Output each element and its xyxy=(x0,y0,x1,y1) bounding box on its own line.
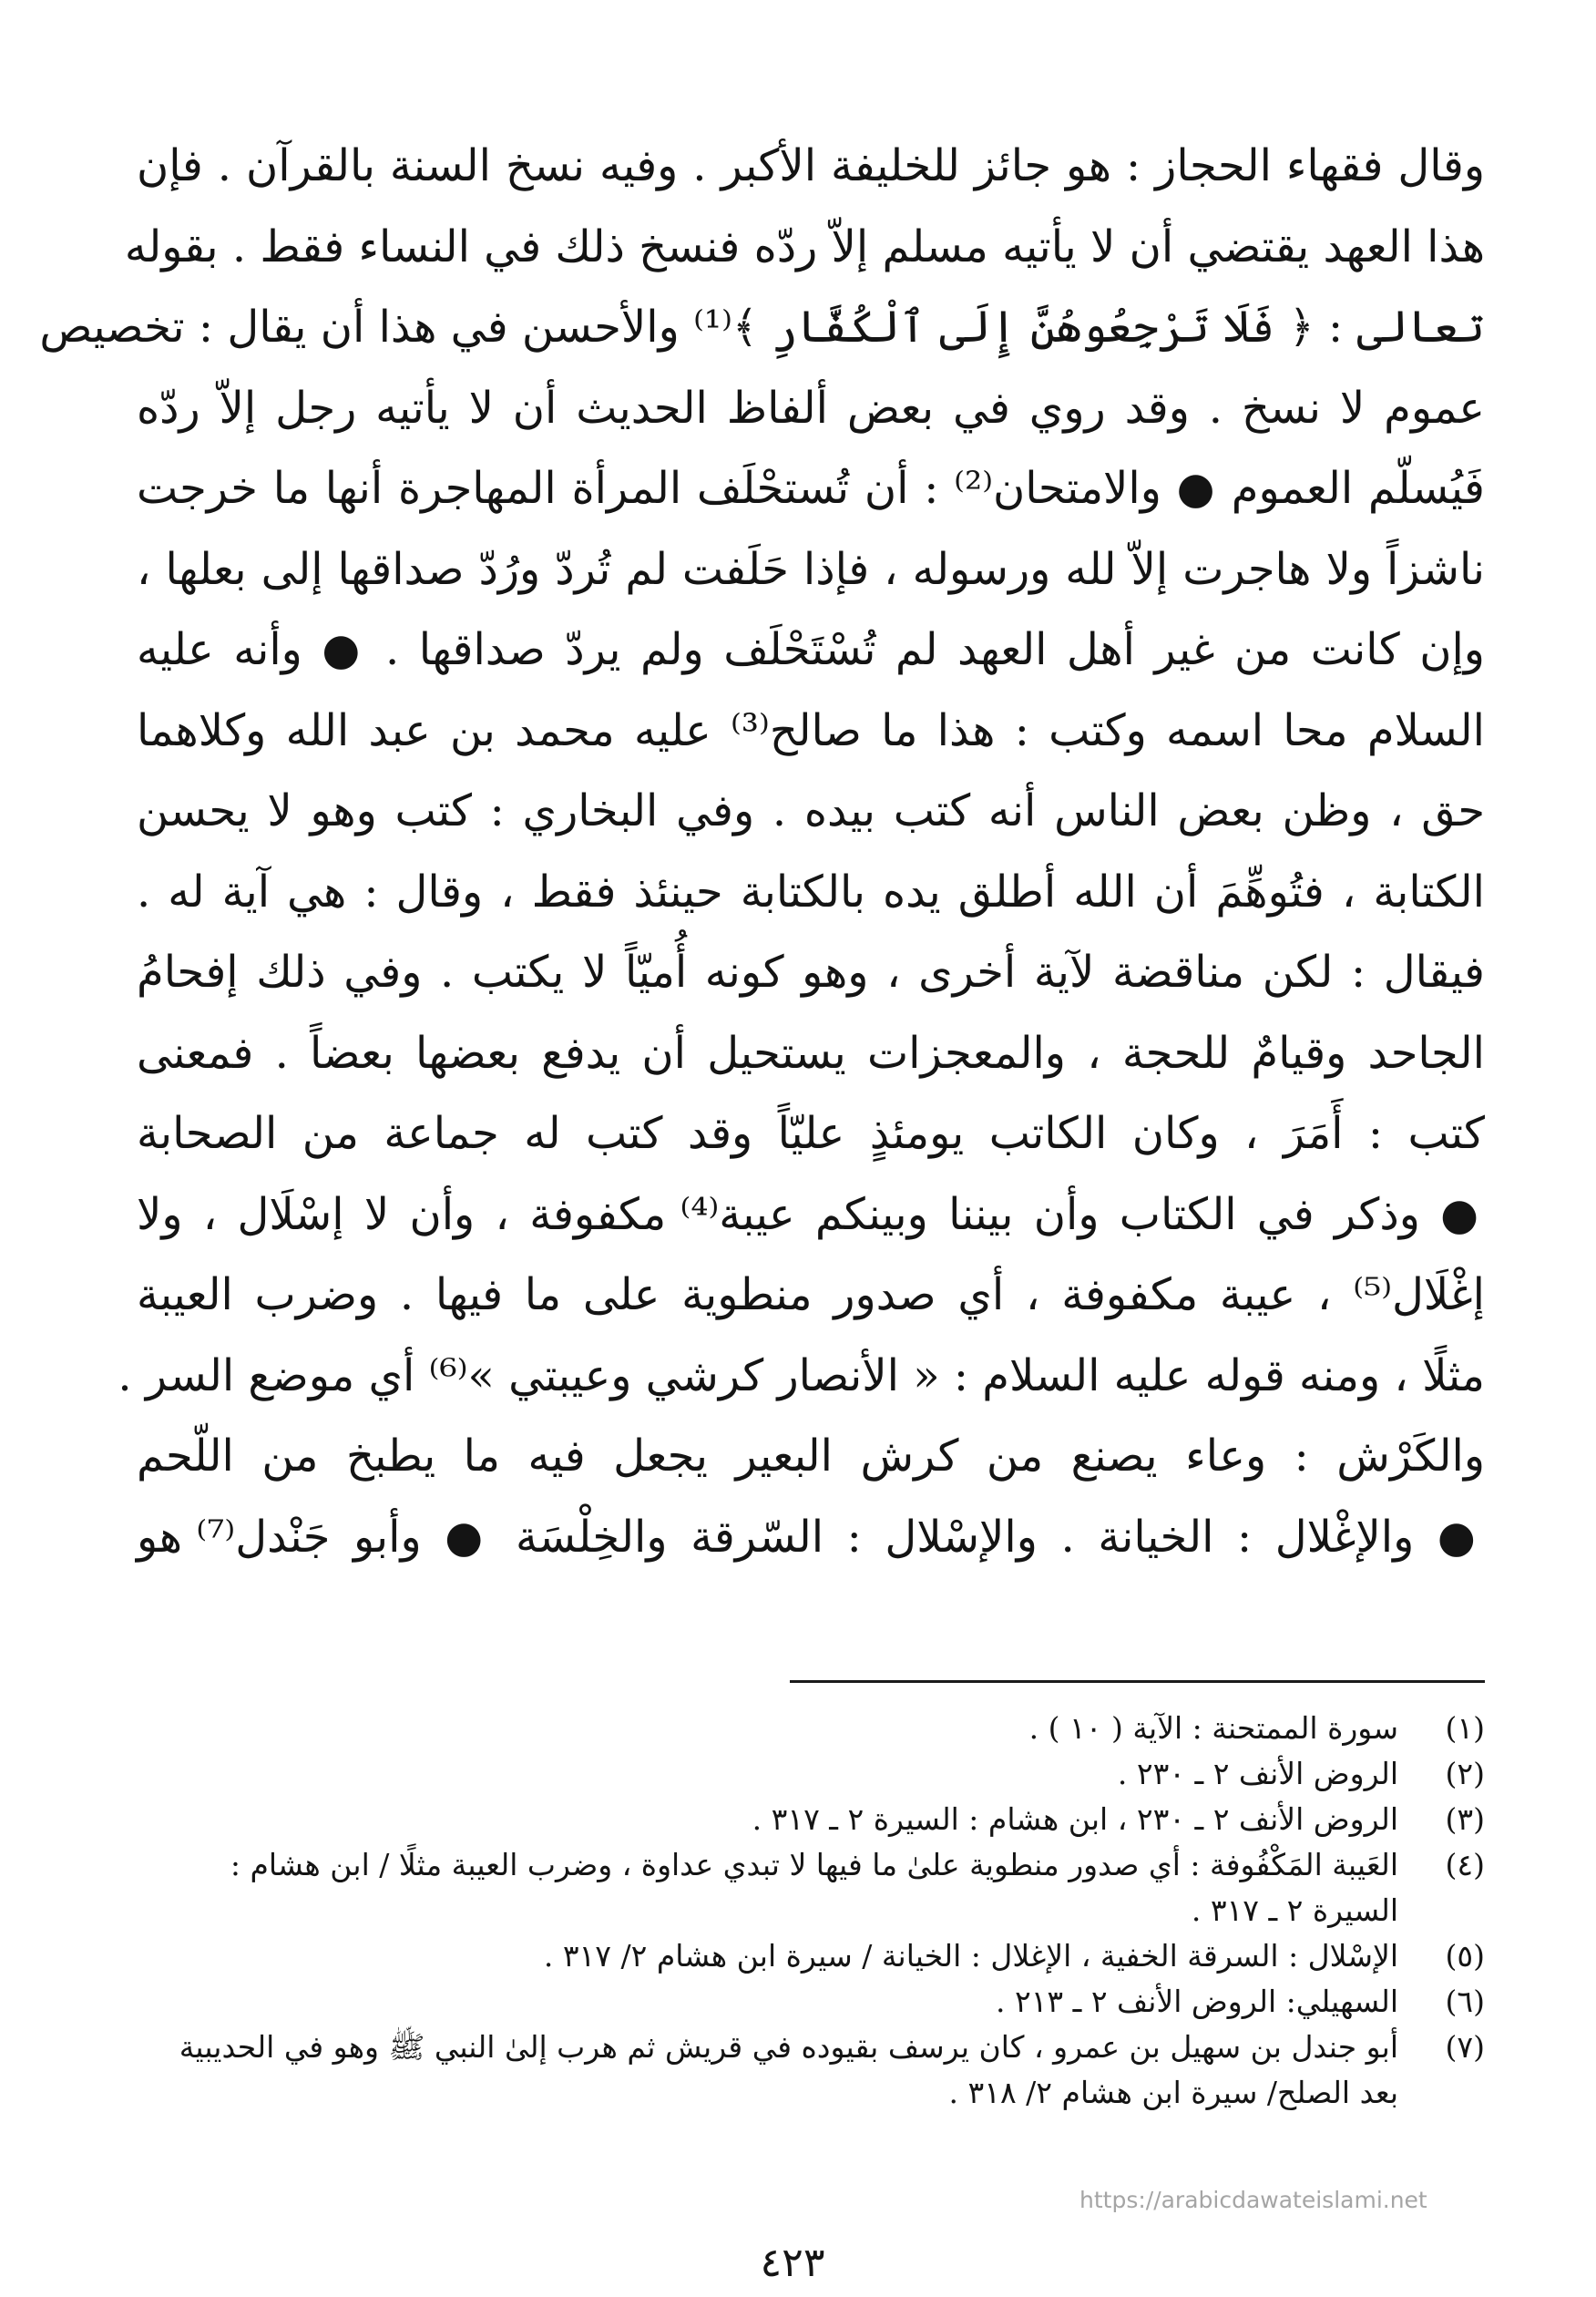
footnote-text: سورة الممتحنة : الآية ( ١٠ ) . xyxy=(1028,1710,1398,1746)
text-line: إغْلَال⁽⁵⁾ ، عيبة مكفوفة ، أي صدور منطوية على ما فيها . وضرب العيبة xyxy=(137,1269,1485,1320)
footnote xyxy=(137,2025,1485,2116)
text-line: الكتابة ، فتُوهِّمَ أن الله أطلق يده بالكتابة حينئذ فقط ، وقال : هي آية له . xyxy=(137,866,1485,918)
text-line: عموم لا نسخ . وقد روي في بعض ألفاظ الحديث أن لا يأتيه رجل إلاّ ردّه xyxy=(137,382,1486,434)
footnote xyxy=(137,1706,1485,1751)
footnote-text: الروض الأنف ٢ ـ ٢٣٠ ، ابن هشام : السيرة ٢ ـ ٣١٧ . xyxy=(752,1801,1398,1837)
text-line: تعالى : ﴿ فَلَا تَرْجِعُوهُنَّ إِلَى ٱلْكُفَّارِ ﴾⁽¹⁾ والأحسن في هذا أن يقال : تخصيص xyxy=(39,302,1485,353)
footnote xyxy=(137,1933,1485,1979)
footnote-number: (١) xyxy=(1445,1710,1485,1746)
footnote-separator xyxy=(790,1680,1485,1683)
footnote-text: الإسْلال : السرقة الخفية ، الإغلال : الخيانة / سيرة ابن هشام ٢/ ٣١٧ . xyxy=(543,1938,1398,1974)
text-line: فَيُسلّم العموم ● والامتحان⁽²⁾ : أن تُستحْلَف المرأة المهاجرة أنها ما خرجت xyxy=(137,463,1485,514)
text-line: هذا العهد يقتضي أن لا يأتيه مسلم إلاّ ردّه فنسخ ذلك في النساء فقط . بقوله xyxy=(124,220,1485,272)
main-text-block xyxy=(39,126,1486,1577)
footnote-text: أبو جندل بن سهيل بن عمرو ، كان يرسف بقيوده في قريش ثم هرب إلىٰ النبي ﷺ وهو في الحديبية بعد الصلح/ سيرة ابن هشام ٢/ ٣١٨ . xyxy=(179,2029,1398,2110)
text-line: والكَرْش : وعاء يصنع من كرش البعير يجعل فيه ما يطبخ من اللّحم xyxy=(137,1430,1485,1482)
footnote xyxy=(137,1751,1485,1797)
text-line: السلام محا اسمه وكتب : هذا ما صالح⁽³⁾ عليه محمد بن عبد الله وكلاهما xyxy=(137,704,1486,756)
footnote-number: (٧) xyxy=(1445,2029,1485,2065)
footnotes xyxy=(137,1706,1485,2116)
footnote-number: (٢) xyxy=(1445,1756,1485,1791)
text-line: كتب : أَمَرَ ، وكان الكاتب يومئذٍ عليّاً وقد كتب له جماعة من الصحابة xyxy=(137,1108,1485,1159)
text-line: ● والإغْلال : الخيانة . والإسْلال : السّرقة والخِلْسَة ● وأبو جَنْدل⁽⁷⁾ هو xyxy=(137,1511,1485,1563)
footnote-number: (٦) xyxy=(1445,1984,1485,2019)
footnote xyxy=(137,1797,1485,1842)
text-line: وقال فقهاء الحجاز : هو جائز للخليفة الأكبر . وفيه نسخ السنة بالقرآن . فإن xyxy=(137,140,1485,191)
footnote-number: (٣) xyxy=(1445,1801,1485,1837)
text-line: حق ، وظن بعض الناس أنه كتب بيده . وفي البخاري : كتب وهو لا يحسن xyxy=(137,785,1485,836)
footnote-text: العَيبة المَكْفُوفة : أي صدور منطوية علىٰ ما فيها لا تبدي عداوة ، وضرب العيبة مثلًا / ابن هشام : السيرة ٢ ـ ٣١٧ . xyxy=(230,1847,1398,1928)
text-line: وإن كانت من غير أهل العهد لم تُسْتَحْلَف ولم يردّ صداقها . ● وأنه عليه xyxy=(137,624,1485,675)
text-line: ناشزاً ولا هاجرت إلاّ لله ورسوله ، فإذا حَلَفت لم تُردّ ورُدّ صداقها إلى بعلها ، xyxy=(137,543,1485,595)
footnote-number: (٥) xyxy=(1445,1938,1485,1974)
text-line: ● وذكر في الكتاب وأن بيننا وبينكم عيبة⁽⁴⁾ مكفوفة ، وأن لا إسْلَال ، ولا xyxy=(137,1188,1485,1240)
footnote-text: الروض الأنف ٢ ـ ٢٣٠ . xyxy=(1117,1756,1398,1791)
text-line: الجاحد وقيامٌ للحجة ، والمعجزات يستحيل أن يدفع بعضها بعضاً . فمعنى xyxy=(137,1027,1485,1079)
footnote xyxy=(137,1842,1485,1933)
footnote-number: (٤) xyxy=(1445,1847,1485,1882)
page-number: ٤٢٣ xyxy=(760,2240,825,2286)
text-line: مثلًا ، ومنه قوله عليه السلام : « الأنصار كرشي وعيبتي »⁽⁶⁾ أي موضع السر . xyxy=(118,1349,1485,1401)
footnote xyxy=(137,1979,1485,2025)
watermark-url: https://arabicdawateislami.net xyxy=(1079,2187,1427,2213)
footnote-text: السهيلي: الروض الأنف ٢ ـ ٢١٣ . xyxy=(995,1984,1398,2019)
text-line: فيقال : لكن مناقضة لآية أخرى ، وهو كونه أُميّاً لا يكتب . وفي ذلك إفحامُ xyxy=(137,947,1485,998)
